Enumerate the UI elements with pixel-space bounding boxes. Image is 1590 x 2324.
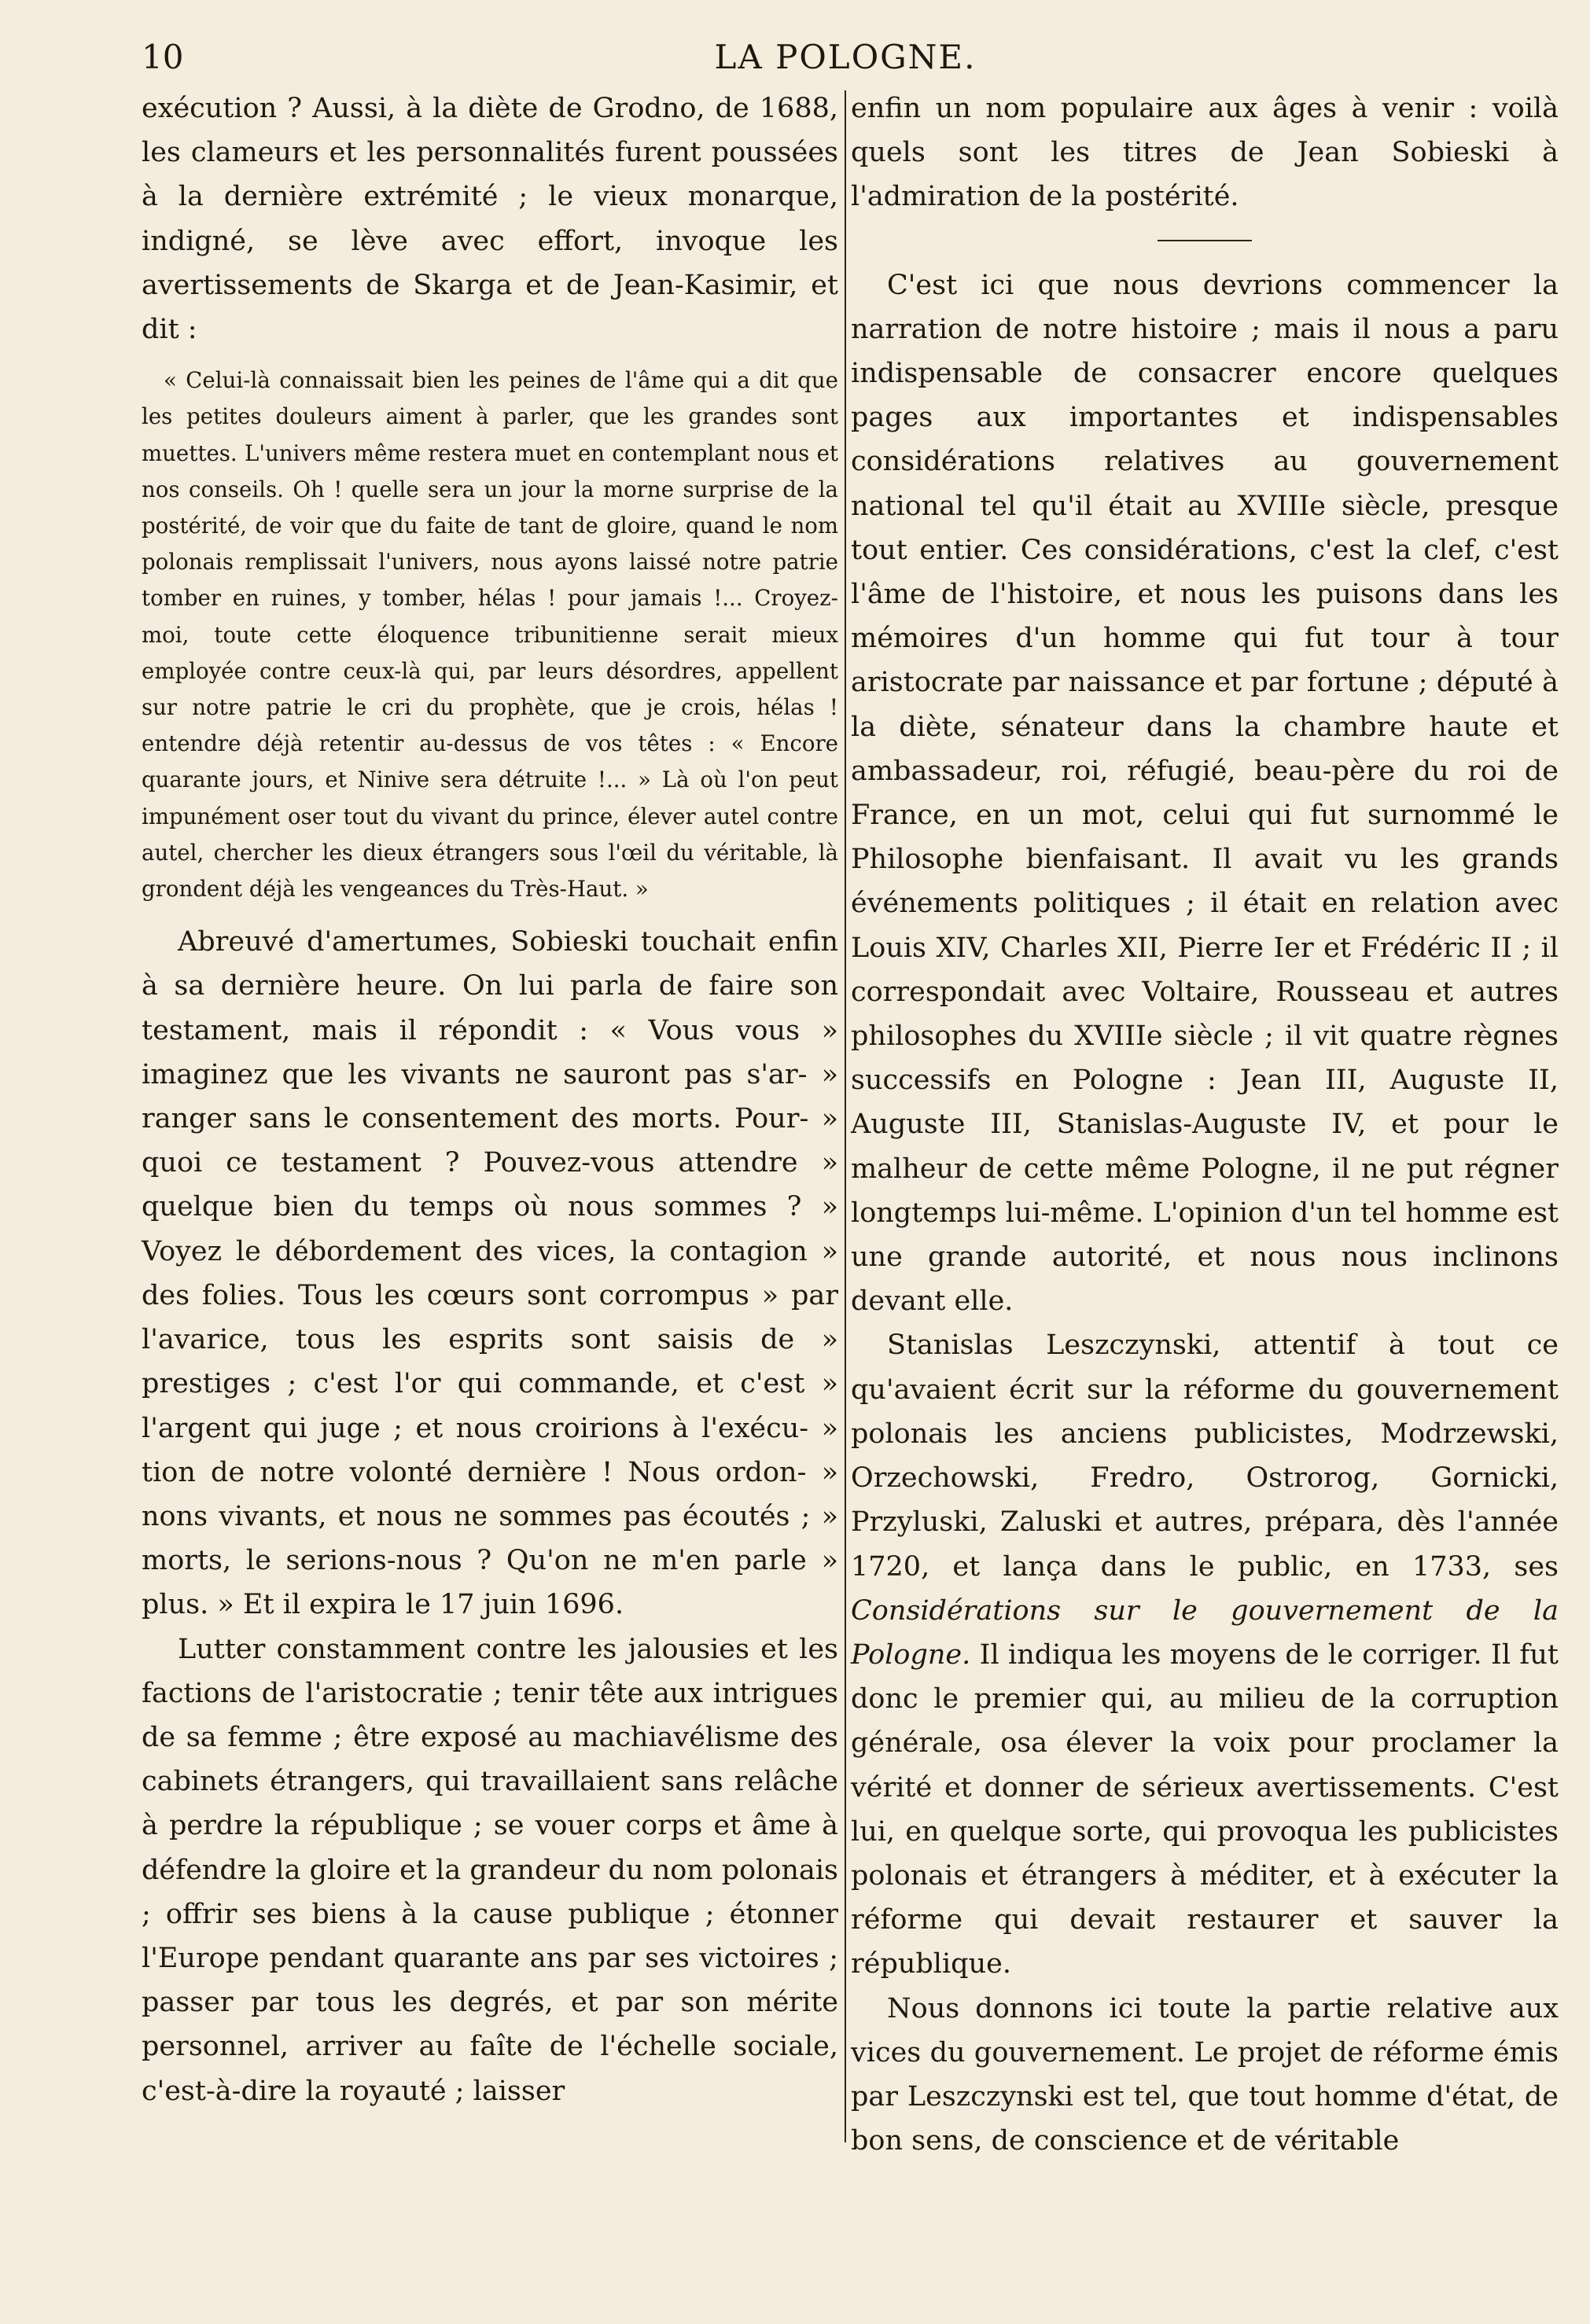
stanislas-text-after: Il indiqua les moyens de le corriger. Il fut donc le premier qui, au milieu de la corruption générale, osa élever la voix pour proclamer la vérité et donner de sérieux avertissements. C'est lui, en quelque sorte, qui provoqua les publicistes polonais et étrangers à méditer, et à exécuter la réforme qui devait restaurer et sauver la république.: [851, 1638, 1559, 1980]
page-header: [142, 31, 1549, 82]
right-column: [851, 86, 1559, 2163]
sobieski-quote: « Celui-là connaissait bien les peines de l'âme qui a dit que les petites douleurs aiment à parler, que les grandes sont muettes. L'univers même restera muet en contemplant nous et nos conseils. Oh ! quelle sera un jour la morne surprise de la postérité, de voir que du faite de tant de gloire, quand le nom polonais remplissait l'univers, nous ayons laissé notre patrie tomber en ruines, y tomber, hélas ! pour jamais !... Croyez-moi, toute cette éloquence tribunitienne serait mieux employée contre ceux-là qui, par leurs désordres, appellent sur notre patrie le cri du prophète, que je crois, hélas ! entendre déjà retentir au-dessus de vos têtes : « Encore quarante jours, et Ninive sera détruite !... » Là où l'on peut impunément oser tout du vivant du prince, élever autel contre autel, chercher les dieux étrangers sous l'œil du véritable, là grondent déjà les vengeances du Très-Haut. »: [142, 367, 838, 903]
section-separator: [1158, 240, 1252, 241]
paragraph-abreuve: Abreuvé d'amertumes, Sobieski touchait enfin à sa dernière heure. On lui parla de faire son testament, mais il répondit : « Vous vous » imaginez que les vivants ne sauront pas s'ar- » ranger sans le consentement des morts. Pour- » quoi ce testament ? Pouvez-vous attendre » quelque bien du temps où nous sommes ? » Voyez le débordement des vices, la contagion » des folies. Tous les cœurs sont corrompus » par l'avarice, tous les esprits sont saisis de » prestiges ; c'est l'or qui commande, et c'est » l'argent qui juge ; et nous croirions à l'exécu- » tion de notre volonté dernière ! Nous ordon- » nons vivants, et nous ne sommes pas écoutés ; » morts, le serions-nous ? Qu'on ne m'en parle » plus. » Et il expira le 17 juin 1696.: [142, 926, 838, 1621]
page-number: 10: [142, 38, 184, 76]
paragraph-intro: exécution ? Aussi, à la diète de Grodno, de 1688, les clameurs et les personnalités furent poussées à la dernière extrémité ; le vieux monarque, indigné, se lève avec effort, invoque les avertissements de Skarga et de Jean-Kasimir, et dit :: [142, 93, 838, 346]
paragraph-lutter: Lutter constamment contre les jalousies et les factions de l'aristocratie ; tenir tête aux intrigues de sa femme ; être exposé au machiavélisme des cabinets étrangers, qui travaillaient sans relâche à perdre la république ; se vouer corps et âme à défendre la gloire et la grandeur du nom polonais ; offrir ses biens à la cause publique ; étonner l'Europe pendant quarante ans par ses victoires ; passer par tous les degrés, et par son mérite personnel, arriver au faîte de l'échelle sociale, c'est-à-dire la royauté ; laisser: [142, 1633, 838, 2107]
paragraph-continued: enfin un nom populaire aux âges à venir : voilà quels sont les titres de Jean Sobieski à l'admiration de la postérité.: [851, 93, 1559, 213]
stanislas-text-before: Stanislas Leszczynski, attentif à tout ce qu'avaient écrit sur la réforme du gouvernement polonais les anciens publicistes, Modrzewski, Orzechowski, Fredro, Ostrorog, Gornicki, Przyluski, Zaluski et autres, prépara, dès l'année 1720, et lança dans le public, en 1733, ses: [851, 1329, 1559, 1583]
paragraph-cest-ici: C'est ici que nous devrions commencer la narration de notre histoire ; mais il nous a paru indispensable de consacrer encore quelques pages aux importantes et indispensables considérations relatives au gouvernement national tel qu'il était au XVIIIe siècle, presque tout entier. Ces considérations, c'est la clef, c'est l'âme de l'histoire, et nous les puisons dans les mémoires d'un homme qui fut tour à tour aristocrate par naissance et par fortune ; député à la diète, sénateur dans la chambre haute et ambassadeur, roi, réfugié, beau-père du roi de France, en un mot, celui qui fut surnommé le Philosophe bienfaisant. Il avait vu les grands événements politiques ; il était en relation avec Louis XIV, Charles XII, Pierre Ier et Frédéric II ; il correspondait avec Voltaire, Rousseau et autres philosophes du XVIIIe siècle ; il vit quatre règnes successifs en Pologne : Jean III, Auguste II, Auguste III, Stanislas-Auguste IV, et pour le malheur de cette même Pologne, il ne put régner longtemps lui-même. L'opinion d'un tel homme est une grande autorité, et nous nous inclinons devant elle.: [851, 269, 1559, 1318]
paragraph-nous-donnons: Nous donnons ici toute la partie relative aux vices du gouvernement. Le projet de réforme émis par Leszczynski est tel, que tout homme d'état, de bon sens, de conscience et de véritable: [851, 1992, 1559, 2157]
paragraph-stanislas: [851, 1323, 1559, 1986]
work-title: Considérations sur le gouvernement de la Pologne.: [851, 1594, 1559, 1671]
column-divider: [845, 90, 846, 2142]
running-title: LA POLOGNE.: [714, 38, 977, 76]
left-column: [142, 86, 838, 2113]
